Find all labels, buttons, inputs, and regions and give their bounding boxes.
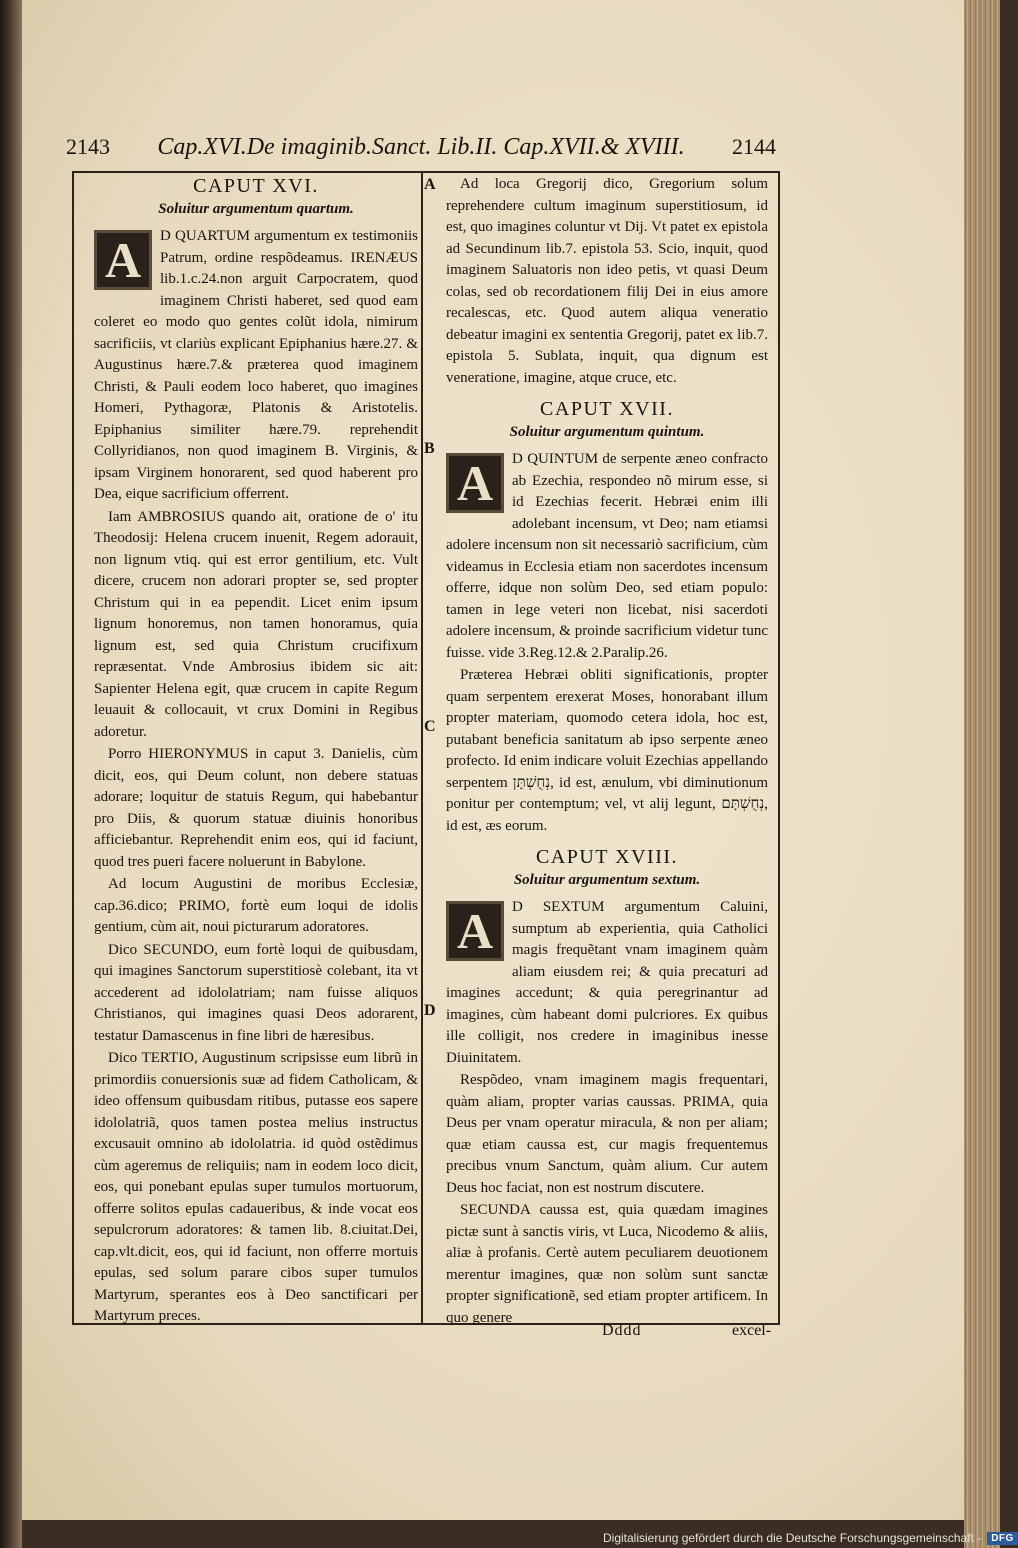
- running-head-title: Cap.XVI.De imaginib.Sanct. Lib.II. Cap.XVII.& XVIII.: [157, 134, 685, 160]
- column-divider: [421, 171, 423, 1325]
- paragraph: D QUARTUM argumentum ex testimoniis Patrum, ordine respõdeamus. IRENÆUS lib.1.c.24.non arguit Carpocratem, quod imaginem Christi haberet, sed quod eam coleret eo modo quo gentes colũt idola, nimirum sacrificiis, vt clariùs explicant Epiphanius hære.27. & Augustinus hære.7.& præterea quod imaginem Christi, & Pauli eodem loco haberet, quo imagines Homeri, Pythagoræ, Platonis & Aristotelis. Epiphanius similiter hære.79. reprehendit Collyridianos, non quod imaginem B. Virginis, & ipsam Virginem honorarent, sed quod haberent pro Dea, eique sacrificium offerrent.: [94, 228, 418, 502]
- catchword: excel-: [732, 1322, 772, 1339]
- paragraph: D SEXTUM argumentum Caluini, sumptum ab experientia, quia Catholici magis frequẽtant vnam imaginem quàm aliam eiusdem rei; & quia precaturi ad imagines accedunt; & quia peregrinantur ad imagines, cùm habeant domi pulcriores. Ex quibus ille colligit, nos credere in imaginibus inesse Diuinitatem.: [446, 899, 768, 1066]
- chapter-16-subtitle: Soluitur argumentum quartum.: [158, 200, 354, 217]
- margin-letter-b: B: [424, 440, 435, 457]
- chapter-17-subtitle: Soluitur argumentum quintum.: [509, 423, 705, 440]
- paragraph: D QUINTUM de serpente æneo confracto ab Ezechia, respondeo nõ mirum esse, si id Ezechias fecerit. Hebræi enim illi adolebant incensum, vt Deo; nam etiamsi adolere incensum non sit necessariò sacrificium, cùm videamus in Ecclesia etiam non sacerdotes incensum offerre, idque non solùm Deo, sed etiam populo: tamen in lege veteri non licebat, nisi sacerdoti adolere incensum, & proinde sacrificium videtur tunc fuisse. vide 3.Reg.12.& 2.Paralip.26.: [446, 451, 768, 661]
- paragraph: Ad locum Augustini de moribus Ecclesiæ, cap.36.dico; PRIMO, fortè eum loqui de idolis gentium, cùm ait, noui picturarum adoratores.: [94, 876, 418, 935]
- decorated-initial: A: [446, 453, 504, 513]
- attribution-bar: [603, 1528, 1014, 1548]
- left-page-number: 2143: [66, 134, 110, 159]
- paragraph: Ad loca Gregorij dico, Gregorium solum reprehendere cultum imaginum superstitiosum, id est, quo imagines coluntur vt Dij. Vt patet ex epistola ad Secundinum lib.7. epistola 53. Scio, inquit, quod imaginem Saluatoris non ideo petis, vt quasi Deum colas, sed ob recordationem filij Dei in eius amore recalescas, etc. Quod autem aliqua veneratio debeatur imagini ex sententia Gregorij, patet ex lib.7. epistola 5. Sublata, inquit, qua dignum est veneratione, imagine, atque cruce, etc.: [446, 176, 768, 386]
- left-column: [94, 174, 418, 1324]
- book-spine-edge: [0, 0, 22, 1548]
- paragraph: Respõdeo, vnam imaginem magis frequentari, quàm aliam, propter varias caussas. PRIMA, quia Deus per vnam operatur miracula, & non per aliam; quæ etiam caussa est, cur magis frequentemus precibus vnum Sanctum, quàm alium. Cur autem Deus hoc faciat, non est nostrum discutere.: [446, 1072, 768, 1196]
- running-head: [66, 134, 776, 168]
- page-stack-edge: [964, 0, 1000, 1548]
- chapter-18-title: CAPUT XVIII.: [535, 846, 679, 868]
- right-page-number: 2144: [732, 134, 776, 159]
- dfg-logo-icon: DFG: [987, 1532, 1018, 1545]
- chapter-18-subtitle: Soluitur argumentum sextum.: [513, 871, 701, 888]
- paragraph: Dico SECUNDO, eum fortè loqui de quibusdam, qui imagines Sanctorum superstitiosè colebant, ita vt accederent ad idololatriam; nam fuisse aliquos Christianos, qui imagines quasi Deos adorarent, testatur Damascenus in fine libri de hæresibus.: [94, 941, 418, 1044]
- paragraph: Præterea Hebræi obliti significationis, propter quam serpentem erexerat Moses, honorabant illum propter materiam, quomodo cetera idola, hoc est, putabant beneficia sanitatum ab ipso serpente æneo profecto. Id enim indicare voluit Ezechias appellando serpentem נְחֻשְׁתָּן, id est, ænulum, vbi diminutionum ponitur per contemptum; vel, vt alij legunt, נְחֻשְׁתָּם, id est, æs eorum.: [446, 667, 769, 834]
- paragraph: Iam AMBROSIUS quando ait, oratione de o' itu Theodosij: Helena crucem inuenit, Regem adorauit, non lignum vtiq. qui est error gentilium, etc. Vult dicere, crucem non adorari propter se, sed propter Christum qui in ea pependit. Licet enim ipsum lignum honoremus, non tamen honoramus, quia lignum est, sed quia Christum crucifixum repræsentat. Vnde Ambrosius ibidem sic ait: Sapienter Helena egit, quæ crucem in capite Regum leuauit & collocauit, vt crux Domini in Regibus adoretur.: [94, 508, 418, 740]
- decorated-initial: A: [94, 230, 152, 290]
- paragraph: Dico TERTIO, Augustinum scripsisse eum librũ in primordiis conuersionis suæ ad fidem Catholicam, & ideo offensum quibusdam ritibus, putasse eos sapere idololatriã, quos tamen postea melius instructus excusauit omnino ab idololatria. id quòd ostẽdimus cùm ageremus de reliquiis; nam in eodem loco dicit, eos, qui ponebant epulas super tumulos mortuorum, offerre solitos epulas cadaueribus, & inde vocat eos sepulcrorum adoratores: & tamen lib. 8.ciuitat.Dei, cap.vlt.dicit, eos, qui id faciunt, non offerre mortuis epulas, sed solum parare cibos super tumulos Martyrum, sperantes eos à Deo sanctificari per Martyrum preces.: [94, 1050, 418, 1324]
- margin-letter-a: A: [424, 176, 436, 193]
- signature-mark: Dddd: [602, 1322, 642, 1339]
- attribution-text: Digitalisierung gefördert durch die Deutsche Forschungsgemeinschaft -: [603, 1531, 982, 1545]
- margin-letter-c: C: [424, 718, 436, 735]
- right-column: [446, 174, 769, 1326]
- chapter-17-title: CAPUT XVII.: [540, 398, 674, 420]
- margin-letter-d: D: [424, 1002, 436, 1019]
- paragraph: SECUNDA caussa est, quia quædam imagines pictæ sunt à sanctis viris, vt Luca, Nicodemo & aliis, aliæ à profanis. Certè autem peculiarem deuotionem merentur imagines, quæ non solùm sunt sanctæ propter significationẽ, sed etiam propter artificem. In quo genere: [446, 1202, 768, 1326]
- decorated-initial: A: [446, 901, 504, 961]
- chapter-16-title: CAPUT XVI.: [193, 175, 319, 197]
- paragraph: Porro HIERONYMUS in caput 3. Danielis, cùm dicit, eos, qui Deum colunt, non debere statuas adorare; loquitur de statuis Regum, qui habebantur pro Diis, & quorum statuæ diuinis honoribus afficiebantur. Reprehendit enim eos, qui id faciunt, quod tres pueri facere noluerunt in Babylone.: [94, 746, 418, 870]
